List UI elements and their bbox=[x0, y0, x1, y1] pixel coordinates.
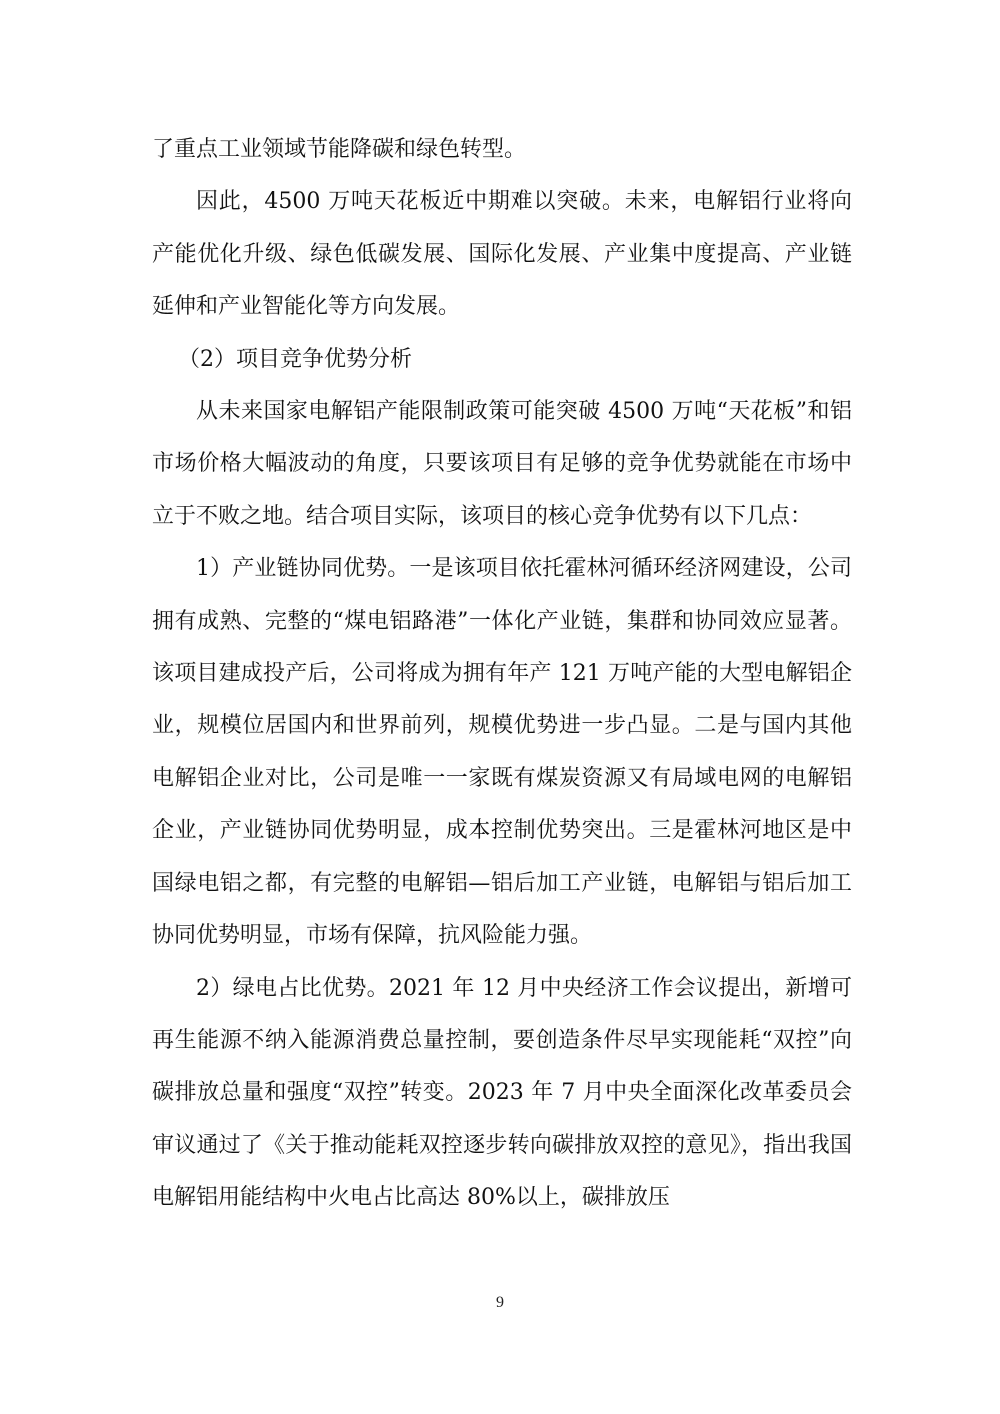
document-body bbox=[152, 124, 852, 1225]
section-heading-competitive-advantage: （2）项目竞争优势分析 bbox=[178, 346, 412, 372]
paragraph-continuation: 了重点工业领域节能降碳和绿色转型。 bbox=[152, 137, 527, 162]
paragraph-green-power-advantage: 2）绿电占比优势。2021 年 12 月中央经济工作会议提出，新增可再生能源不纳入能源消费总量控制，要创造条件尽早实现能耗“双控”向碳排放总量和强度“双控”转变。2023 年 7 月中央全面深化改革委员会审议通过了《关于推动能耗双控逐步转向碳排放双控的意见》，指出我国电解铝用能结构中火电占比高达 80%以上，碳排放压 bbox=[152, 975, 852, 1211]
page-number: 9 bbox=[496, 1294, 504, 1311]
paragraph-ceiling-outlook: 因此，4500 万吨天花板近中期难以突破。未来，电解铝行业将向产能优化升级、绿色低碳发展、国际化发展、产业集中度提高、产业链延伸和产业智能化等方向发展。 bbox=[152, 189, 852, 320]
paragraph-competitive-intro: 从未来国家电解铝产能限制政策可能突破 4500 万吨“天花板”和铝市场价格大幅波动的角度，只要该项目有足够的竞争优势就能在市场中立于不败之地。结合项目实际，该项目的核心竞争优势有以下几点： bbox=[152, 399, 852, 529]
paragraph-industry-chain-advantage: 1）产业链协同优势。一是该项目依托霍林河循环经济网建设，公司拥有成熟、完整的“煤电铝路港”一体化产业链，集群和协同效应显著。该项目建成投产后，公司将成为拥有年产 121 万吨产能的大型电解铝企业，规模位居国内和世界前列，规模优势进一步凸显。二是与国内其他电解铝企业对比，公司是唯一一家既有煤炭资源又有局域电网的电解铝企业，产业链协同优势明显，成本控制优势突出。三是霍林河地区是中国绿电铝之都，有完整的电解铝—铝后加工产业链，电解铝与铝后加工协同优势明显，市场有保障，抗风险能力强。 bbox=[152, 556, 852, 949]
